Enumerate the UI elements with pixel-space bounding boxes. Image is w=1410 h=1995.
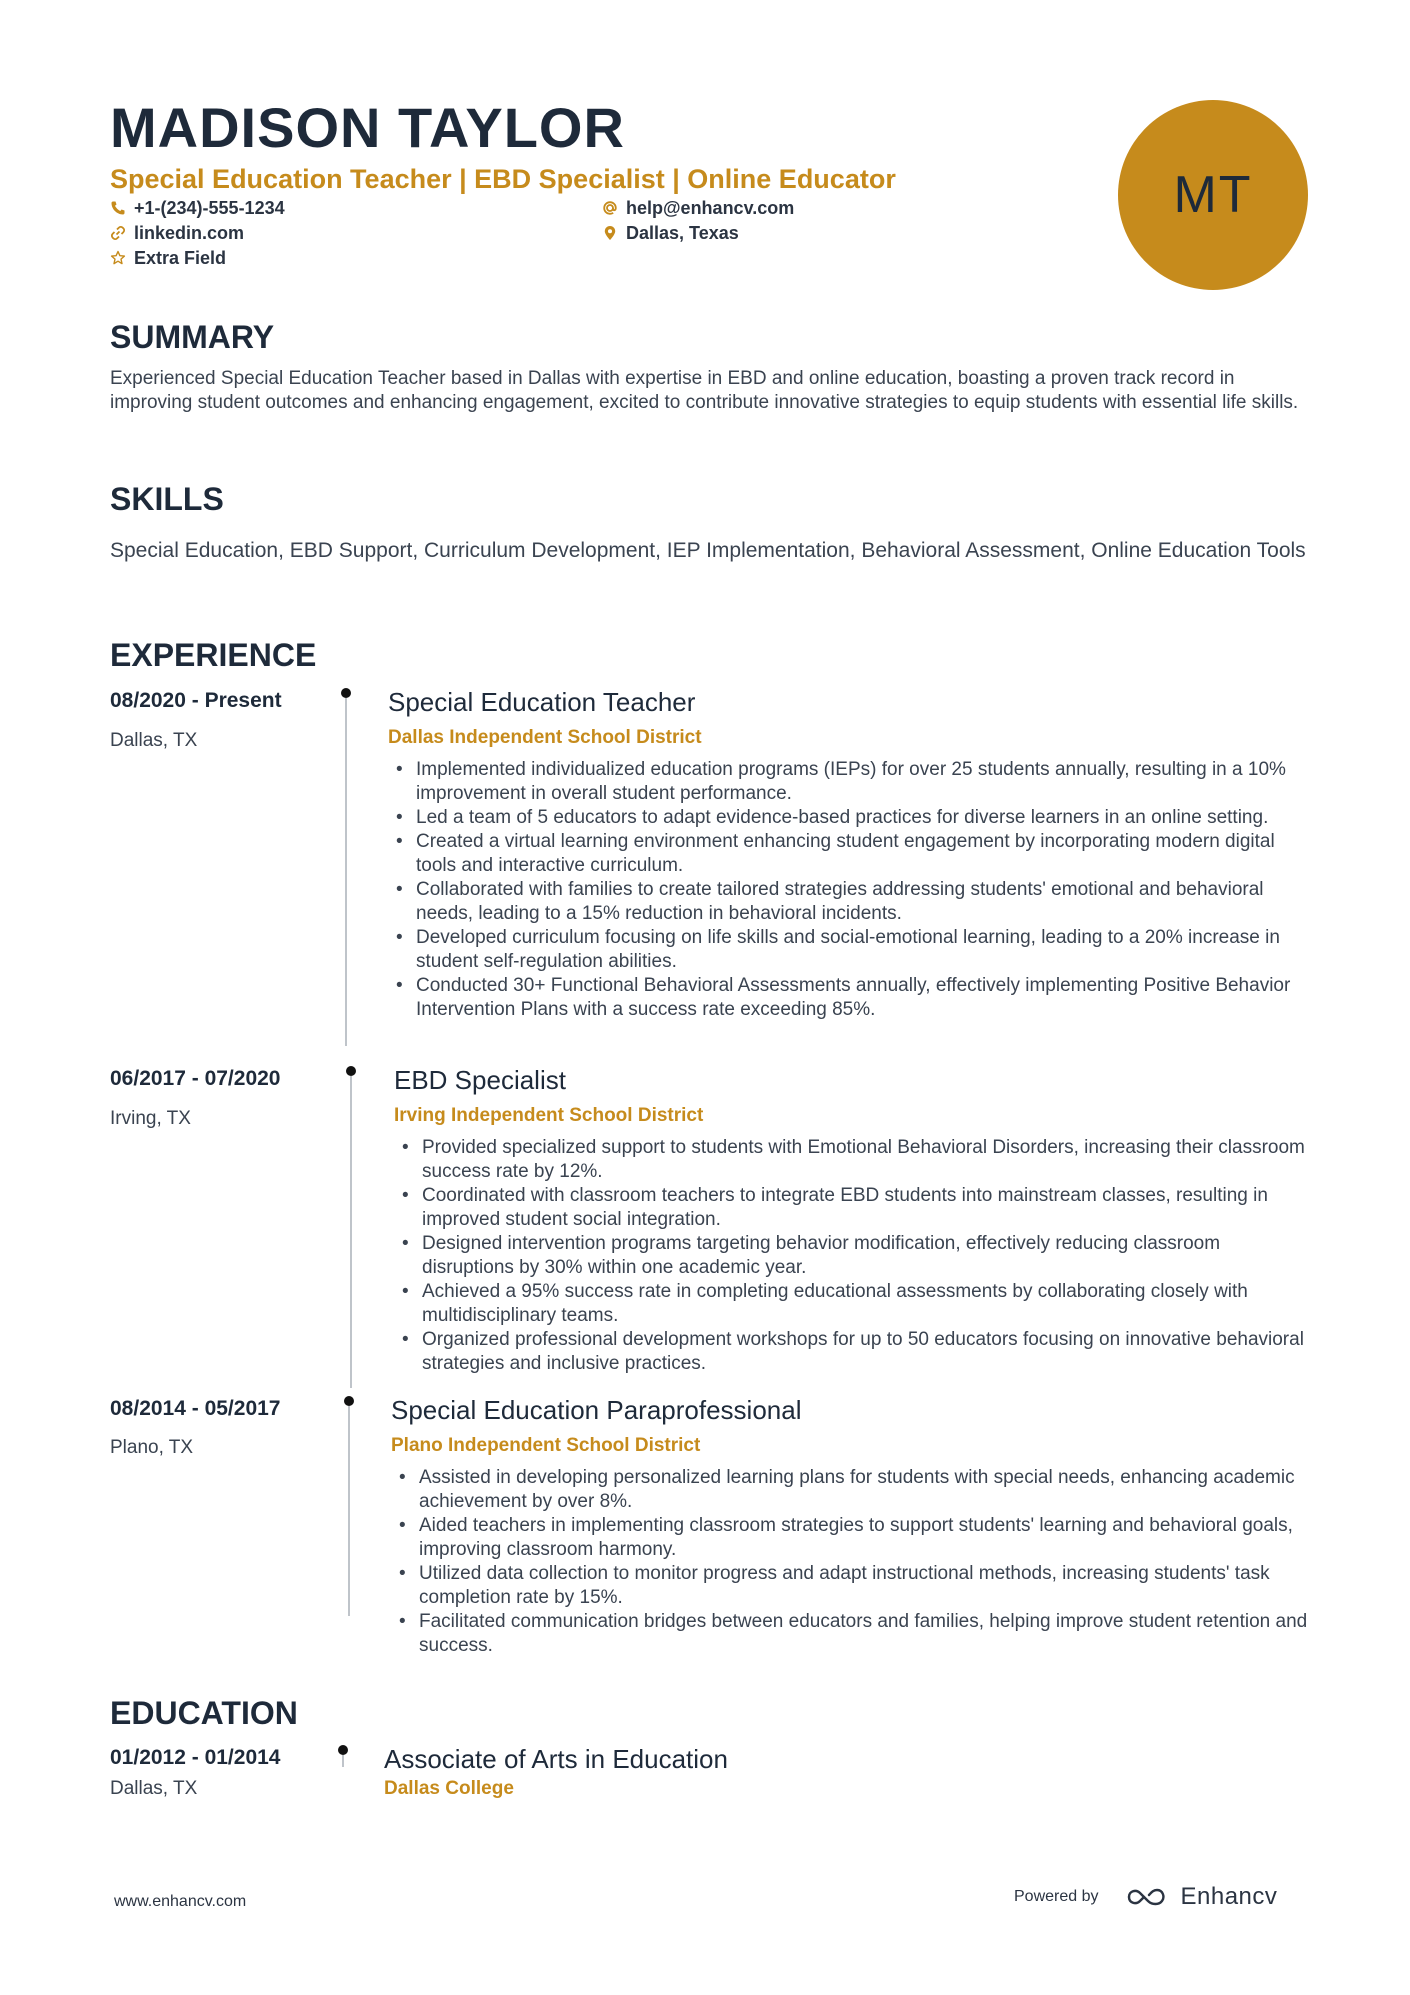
list-item: • Facilitated communication bridges between educators and families, helping improve student retention and success. — [391, 1610, 1308, 1658]
contact-linkedin[interactable] — [110, 221, 244, 245]
job-location: Irving, TX — [110, 1108, 191, 1129]
avatar-initials: MT — [1173, 166, 1253, 224]
list-item: • Aided teachers in implementing classroom strategies to support students' learning and behavioral goals, improving classroom harmony. — [391, 1514, 1308, 1562]
extra-field-text: Extra Field — [134, 248, 227, 268]
link-icon — [110, 225, 126, 241]
brand-name: Enhancv — [1180, 1883, 1278, 1910]
list-item: • Coordinated with classroom teachers to integrate EBD students into mainstream classes, resulting in improved student social integration. — [394, 1184, 1308, 1232]
list-item: • Collaborated with families to create tailored strategies addressing students' emotional and behavioral needs, leading to a 15% reduction in behavioral incidents. — [388, 878, 1308, 926]
job-dates: 08/2020 - Present — [110, 689, 282, 712]
enhancv-logo-icon — [1125, 1884, 1171, 1910]
job-bullets — [394, 1136, 1308, 1376]
list-item: • Designed intervention programs targeting behavior modification, effectively reducing classroom disruptions by 30% within one academic year. — [394, 1232, 1308, 1280]
summary-text: Experienced Special Education Teacher based in Dallas with expertise in EBD and online education, boasting a proven track record in improving student outcomes and enhancing engagement, excited to contribute innovative strategies to equip students with essential life skills. — [110, 368, 1299, 413]
education-dates: 01/2012 - 01/2014 — [110, 1746, 281, 1769]
list-item: • Developed curriculum focusing on life skills and social-emotional learning, leading to a 20% increase in student self-regulation abilities. — [388, 926, 1308, 974]
job-organization: Plano Independent School District — [391, 1435, 701, 1456]
job-location: Dallas, TX — [110, 730, 198, 751]
timeline-line — [345, 698, 347, 1046]
timeline-line — [348, 1406, 350, 1616]
list-item: • Organized professional development workshops for up to 50 educators focusing on innovative behavioral strategies and inclusive practices. — [394, 1328, 1308, 1376]
education-location: Dallas, TX — [110, 1778, 198, 1799]
job-dates: 08/2014 - 05/2017 — [110, 1397, 281, 1420]
skills-text: Special Education, EBD Support, Curriculum Development, IEP Implementation, Behavioral Assessment, Online Education Tools — [110, 539, 1306, 562]
experience-heading: EXPERIENCE — [110, 637, 317, 673]
timeline-dot — [341, 688, 351, 698]
list-item: • Implemented individualized education programs (IEPs) for over 25 students annually, resulting in a 10% improvement in overall student performance. — [388, 758, 1308, 806]
star-icon — [110, 250, 126, 266]
avatar — [1118, 100, 1308, 290]
contact-location — [602, 221, 739, 245]
job-location: Plano, TX — [110, 1437, 194, 1458]
timeline-dot — [346, 1066, 356, 1076]
list-item: • Provided specialized support to students with Emotional Behavioral Disorders, increasing their classroom success rate by 12%. — [394, 1136, 1308, 1184]
timeline-line — [350, 1076, 352, 1388]
job-role: EBD Specialist — [394, 1065, 566, 1095]
contact-extra — [110, 246, 226, 270]
skills-heading: SKILLS — [110, 481, 224, 517]
job-bullets — [391, 1466, 1308, 1658]
linkedin-text: linkedin.com — [134, 223, 245, 243]
list-item: • Led a team of 5 educators to adapt evidence-based practices for diverse learners in an online setting. — [388, 806, 1308, 830]
phone-text: +1-(234)-555-1234 — [134, 198, 285, 218]
candidate-name: MADISON TAYLOR — [110, 96, 625, 159]
education-heading: EDUCATION — [110, 1695, 298, 1731]
education-school: Dallas College — [384, 1778, 514, 1799]
footer-branding — [1014, 1883, 1277, 1911]
location-text: Dallas, Texas — [626, 223, 739, 243]
job-dates: 06/2017 - 07/2020 — [110, 1067, 281, 1090]
timeline-dot — [338, 1745, 348, 1755]
contact-phone[interactable] — [110, 196, 285, 220]
list-item: • Conducted 30+ Functional Behavioral Assessments annually, effectively implementing Positive Behavior Intervention Plans with a success rate exceeding 85%. — [388, 974, 1308, 1022]
list-item: • Achieved a 95% success rate in completing educational assessments by collaborating closely with multidisciplinary teams. — [394, 1280, 1308, 1328]
candidate-title: Special Education Teacher | EBD Specialist | Online Educator — [110, 164, 896, 194]
job-organization: Dallas Independent School District — [388, 727, 702, 748]
list-item: • Utilized data collection to monitor progress and adapt instructional methods, increasing students' task completion rate by 15%. — [391, 1562, 1308, 1610]
job-bullets — [388, 758, 1308, 1022]
email-text: help@enhancv.com — [626, 198, 795, 218]
phone-icon — [110, 200, 126, 216]
job-organization: Irving Independent School District — [394, 1105, 704, 1126]
timeline-dot — [344, 1396, 354, 1406]
timeline-line — [342, 1755, 344, 1767]
list-item: • Created a virtual learning environment enhancing student engagement by incorporating modern digital tools and interactive curriculum. — [388, 830, 1308, 878]
footer-website[interactable]: www.enhancv.com — [114, 1893, 247, 1910]
job-role: Special Education Paraprofessional — [391, 1395, 802, 1425]
job-role: Special Education Teacher — [388, 687, 696, 717]
education-degree: Associate of Arts in Education — [384, 1744, 728, 1774]
summary-heading: SUMMARY — [110, 319, 275, 355]
list-item: • Assisted in developing personalized learning plans for students with special needs, enhancing academic achievement by over 8%. — [391, 1466, 1308, 1514]
location-pin-icon — [602, 225, 618, 241]
powered-by-text: Powered by — [1014, 1888, 1099, 1905]
contact-email[interactable] — [602, 196, 794, 220]
at-icon — [602, 200, 618, 216]
